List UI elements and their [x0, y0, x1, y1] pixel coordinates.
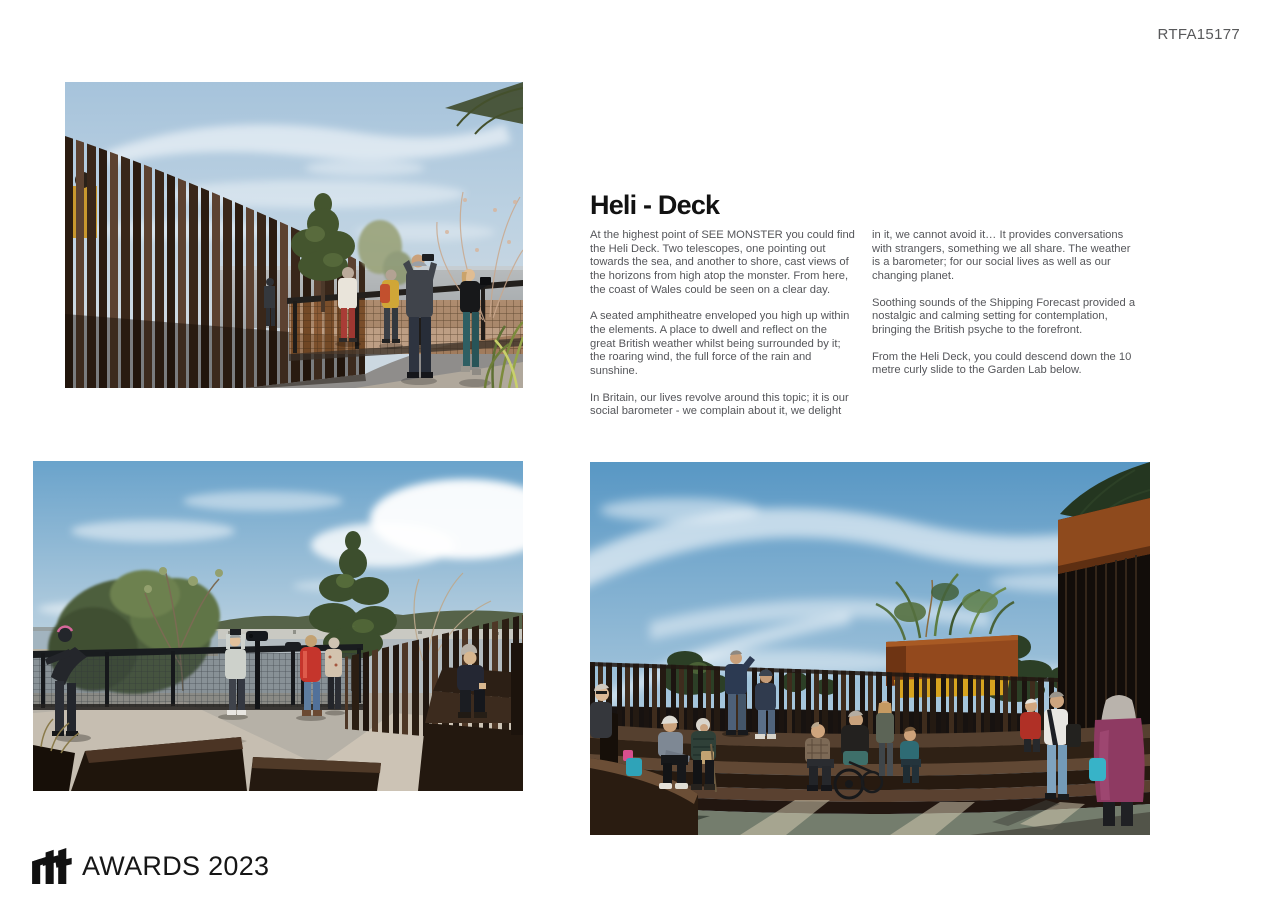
rtf-logo-icon — [30, 848, 72, 884]
photo-heli-deck-amphitheatre — [590, 462, 1150, 835]
paragraph: From the Heli Deck, you could descend down the 10 metre curly slide to the Garden Lab below. — [872, 350, 1132, 377]
photo-heli-deck-viewpoint — [33, 461, 523, 791]
article-title: Heli - Deck — [590, 190, 720, 220]
article — [590, 190, 1150, 432]
article-column-right — [872, 229, 1137, 432]
paragraph: A seated amphitheatre enveloped you high up within the elements. A place to dwell and reflect on the great British weather whilst being surrounded by it; the roaring wind, the full force of the rain and sunshine. — [590, 310, 850, 377]
paragraph: In Britain, our lives revolve around this topic; it is our social barometer - we complain about it, we delight — [590, 391, 849, 418]
article-column-left — [590, 229, 855, 432]
entry-code: RTFA15177 — [1157, 26, 1240, 43]
paragraph: Soothing sounds of the Shipping Forecast provided a nostalgic and calming setting for contemplation, bringing the British psyche to the forefront. — [872, 296, 1136, 336]
awards-label: AWARDS 2023 — [82, 850, 270, 881]
footer — [30, 848, 269, 884]
photo-heli-deck-walkway — [65, 82, 523, 388]
paragraph: in it, we cannot avoid it… It provides conversations with strangers, something we all share. The weather is a barometer; for our social lives as well as our changing planet. — [872, 229, 1131, 282]
paragraph: At the highest point of SEE MONSTER you could find the Heli Deck. Two telescopes, one pointing out towards the sea, and another to shore, cast views of the horizons from high atop the monster. From here, the coast of Wales could be seen on a clear day. — [590, 229, 855, 296]
